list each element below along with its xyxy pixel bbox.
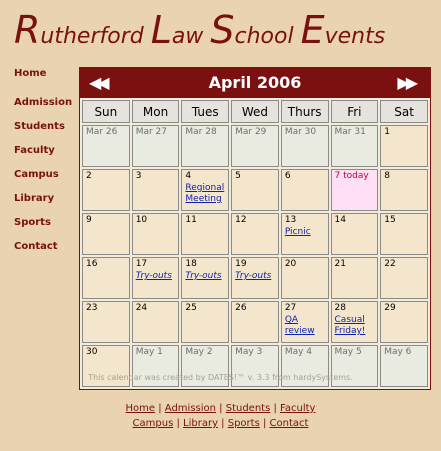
day-cell[interactable] [82,125,130,167]
title-word: chool [234,24,301,49]
day-number: May 2 [185,347,213,357]
day-number: 28 [334,303,346,313]
footer-link-students[interactable]: Students [225,403,271,414]
title-initial: R [14,8,41,52]
day-number: 17 [135,259,148,269]
weekday-wed: Wed [231,100,279,123]
week-row [82,169,428,211]
day-cell[interactable] [380,169,428,211]
day-cell[interactable] [380,301,428,343]
footer-link-library[interactable]: Library [183,418,218,429]
separator: | [215,403,226,414]
footer-link-contact[interactable]: Contact [269,418,309,429]
day-number: 6 [284,171,291,181]
day-cell[interactable] [331,301,379,343]
footer-link-home[interactable]: Home [125,403,156,414]
next-month-icon[interactable]: ▶▶ [397,73,414,92]
day-cell[interactable] [281,301,329,343]
weekday-fri: Fri [331,100,379,123]
day-number: 27 [284,303,297,313]
day-number: 23 [86,303,98,313]
day-number: 15 [384,215,396,225]
day-cell[interactable] [281,169,329,211]
title-word: vents [324,24,386,49]
event-link[interactable]: Regional Meeting [185,183,225,204]
day-number: 2 [86,171,92,181]
credit-text: This calendar was created by DATES!™ v. 3.3 from hardySystems. [88,373,353,382]
day-cell[interactable] [82,301,130,343]
day-cell[interactable] [181,125,229,167]
weekday-header-row [82,100,428,123]
nav-link-library[interactable]: Library [14,193,55,204]
site-title [14,8,385,52]
day-cell[interactable] [380,213,428,255]
day-number: 8 [384,171,390,181]
day-number: 11 [185,215,197,225]
day-cell[interactable] [331,213,379,255]
footer-link-admission[interactable]: Admission [164,403,216,414]
day-cell[interactable] [231,125,279,167]
day-number: 22 [384,259,396,269]
day-number: May 3 [235,347,263,357]
day-number: 7 today [334,171,369,181]
calendar-grid [80,98,430,389]
separator: | [259,418,270,429]
footer-nav-row [0,401,441,416]
day-cell[interactable] [281,257,329,299]
week-row [82,257,428,299]
day-cell[interactable] [181,169,229,211]
weekday-mon: Mon [132,100,180,123]
event-link[interactable]: QA review [284,315,315,336]
separator: | [173,418,184,429]
event-link[interactable]: Casual Friday! [334,315,366,336]
nav-link-sports[interactable]: Sports [14,217,51,228]
footer-nav-row [0,416,441,431]
day-number: 9 [86,215,92,225]
day-number: 14 [334,215,346,225]
week-row [82,125,428,167]
day-cell[interactable] [181,257,229,299]
day-number: 21 [334,259,346,269]
day-cell[interactable] [231,169,279,211]
calendar-header [80,68,430,98]
day-number: 10 [135,215,148,225]
day-cell[interactable] [231,301,279,343]
calendar [79,67,431,390]
event-link[interactable]: Try-outs [185,271,222,281]
day-number: Mar 28 [185,127,217,137]
weekday-tues: Tues [181,100,229,123]
day-number: 20 [284,259,297,269]
day-cell[interactable] [331,169,379,211]
day-number: 5 [235,171,241,181]
day-cell[interactable] [132,213,180,255]
separator: | [270,403,281,414]
day-number: 18 [185,259,197,269]
sidebar-nav [14,68,72,265]
day-cell[interactable] [132,301,180,343]
footer-nav [0,401,441,431]
weekday-thurs: Thurs [281,100,329,123]
month-title: April 2006 [208,73,302,92]
day-cell[interactable] [331,257,379,299]
day-cell[interactable] [82,213,130,255]
day-cell[interactable] [281,213,329,255]
day-cell[interactable] [331,125,379,167]
day-number: Mar 30 [284,127,317,137]
footer-link-sports[interactable]: Sports [227,418,260,429]
title-word: utherford [40,24,151,49]
weekday-sun: Sun [82,100,130,123]
day-number: May 6 [384,347,412,357]
day-cell[interactable] [82,257,130,299]
week-row [82,301,428,343]
nav-link-faculty[interactable]: Faculty [14,145,55,156]
day-number: 16 [86,259,98,269]
day-cell[interactable] [231,257,279,299]
nav-link-home[interactable]: Home [14,68,47,79]
day-cell[interactable] [82,169,130,211]
day-number: May 4 [284,347,313,357]
day-number: 19 [235,259,247,269]
title-initial: L [150,8,172,52]
title-initial: E [300,8,325,52]
day-cell[interactable] [181,213,229,255]
day-cell[interactable] [132,125,180,167]
day-number: 29 [384,303,396,313]
day-number: 26 [235,303,247,313]
title-initial: S [210,8,235,52]
day-number: Mar 31 [334,127,366,137]
day-number: 13 [284,215,297,225]
day-cell[interactable] [281,125,329,167]
day-cell[interactable] [132,257,180,299]
nav-link-students[interactable]: Students [14,121,65,132]
nav-link-contact[interactable]: Contact [14,241,58,252]
weekday-sat: Sat [380,100,428,123]
day-number: Mar 26 [86,127,118,137]
title-word: aw [171,24,211,49]
separator: | [155,403,165,414]
day-number: 1 [384,127,390,137]
separator: | [218,418,228,429]
previous-month-icon[interactable]: ◀◀ [89,73,106,92]
nav-link-campus[interactable]: Campus [14,169,59,180]
event-link[interactable]: Try-outs [235,271,272,281]
day-number: 25 [185,303,197,313]
day-number: 12 [235,215,247,225]
week-row [82,213,428,255]
day-number: Mar 27 [135,127,167,137]
day-cell[interactable] [132,169,180,211]
day-number: 4 [185,171,192,181]
nav-link-admission[interactable]: Admission [14,97,73,108]
footer-link-faculty[interactable]: Faculty [280,403,316,414]
day-cell[interactable] [380,257,428,299]
day-cell[interactable] [380,125,428,167]
day-number: Mar 29 [235,127,267,137]
day-number: May 5 [334,347,362,357]
day-number: 3 [135,171,142,181]
event-link[interactable]: Picnic [284,227,311,237]
day-cell[interactable] [181,301,229,343]
day-number: May 1 [135,347,163,357]
day-cell[interactable] [231,213,279,255]
day-number: 30 [86,347,98,357]
day-number: 24 [135,303,148,313]
footer-link-campus[interactable]: Campus [132,418,174,429]
event-link[interactable]: Try-outs [135,271,172,281]
